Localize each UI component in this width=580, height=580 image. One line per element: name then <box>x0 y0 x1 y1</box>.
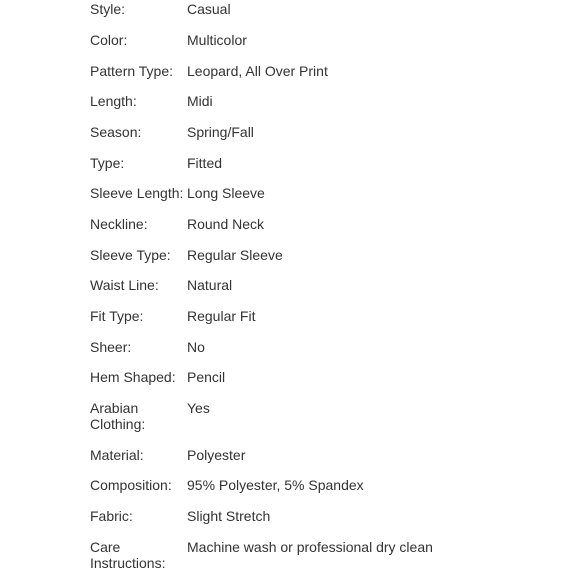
spec-label: Style: <box>90 1 126 17</box>
spec-value: Yes <box>187 400 210 416</box>
spec-row-fabric <box>90 508 270 524</box>
spec-row-length <box>90 93 213 109</box>
spec-value: Spring/Fall <box>187 124 254 140</box>
spec-label: Color: <box>90 32 128 48</box>
spec-label: Sheer: <box>90 339 132 355</box>
spec-row-sheer <box>90 339 205 355</box>
spec-label: Neckline: <box>90 216 148 232</box>
spec-value: Midi <box>187 93 213 109</box>
spec-label: Composition: <box>90 477 172 493</box>
spec-row-hem-shaped <box>90 369 225 385</box>
spec-value: Round Neck <box>187 216 265 232</box>
spec-label: Arabian Clothing: <box>90 400 146 432</box>
spec-row-care-instructions <box>90 539 433 571</box>
spec-label: Waist Line: <box>90 277 159 293</box>
spec-value: Machine wash or professional dry clean <box>187 539 433 555</box>
spec-value: Multicolor <box>187 32 247 48</box>
spec-value: Long Sleeve <box>187 185 265 201</box>
spec-label: Hem Shaped: <box>90 369 176 385</box>
spec-label: Type: <box>90 155 125 171</box>
spec-row-fit-type <box>90 308 255 324</box>
spec-value: Casual <box>187 1 231 17</box>
spec-row-neckline <box>90 216 264 232</box>
spec-value: Regular Fit <box>187 308 256 324</box>
spec-row-waist-line <box>90 277 232 293</box>
spec-label: Season: <box>90 124 142 140</box>
spec-row-sleeve-type <box>90 247 283 263</box>
spec-row-arabian-clothing <box>90 400 210 432</box>
spec-label: Material: <box>90 447 144 463</box>
spec-value: Fitted <box>187 155 223 171</box>
spec-value: 95% Polyester, 5% Spandex <box>187 477 364 493</box>
spec-row-type <box>90 155 222 171</box>
spec-value: Polyester <box>187 447 246 463</box>
spec-row-season <box>90 124 254 140</box>
spec-row-color <box>90 32 247 48</box>
spec-label: Length: <box>90 93 137 109</box>
spec-value: Slight Stretch <box>187 508 271 524</box>
spec-value: Pencil <box>187 369 226 385</box>
spec-label: Fabric: <box>90 508 133 524</box>
spec-label: Sleeve Type: <box>90 247 171 263</box>
spec-label: Pattern Type: <box>90 63 174 79</box>
spec-value: Regular Sleeve <box>187 247 283 263</box>
spec-row-composition <box>90 477 364 493</box>
spec-row-material <box>90 447 245 463</box>
spec-value: Natural <box>187 277 233 293</box>
spec-row-style <box>90 1 231 17</box>
spec-label: Fit Type: <box>90 308 144 324</box>
spec-value: No <box>187 339 205 355</box>
spec-row-pattern-type <box>90 63 328 79</box>
spec-row-sleeve-length <box>90 185 265 201</box>
spec-label: Sleeve Length: <box>90 185 184 201</box>
spec-value: Leopard, All Over Print <box>187 63 328 79</box>
spec-label: Care Instructions: <box>90 539 166 571</box>
